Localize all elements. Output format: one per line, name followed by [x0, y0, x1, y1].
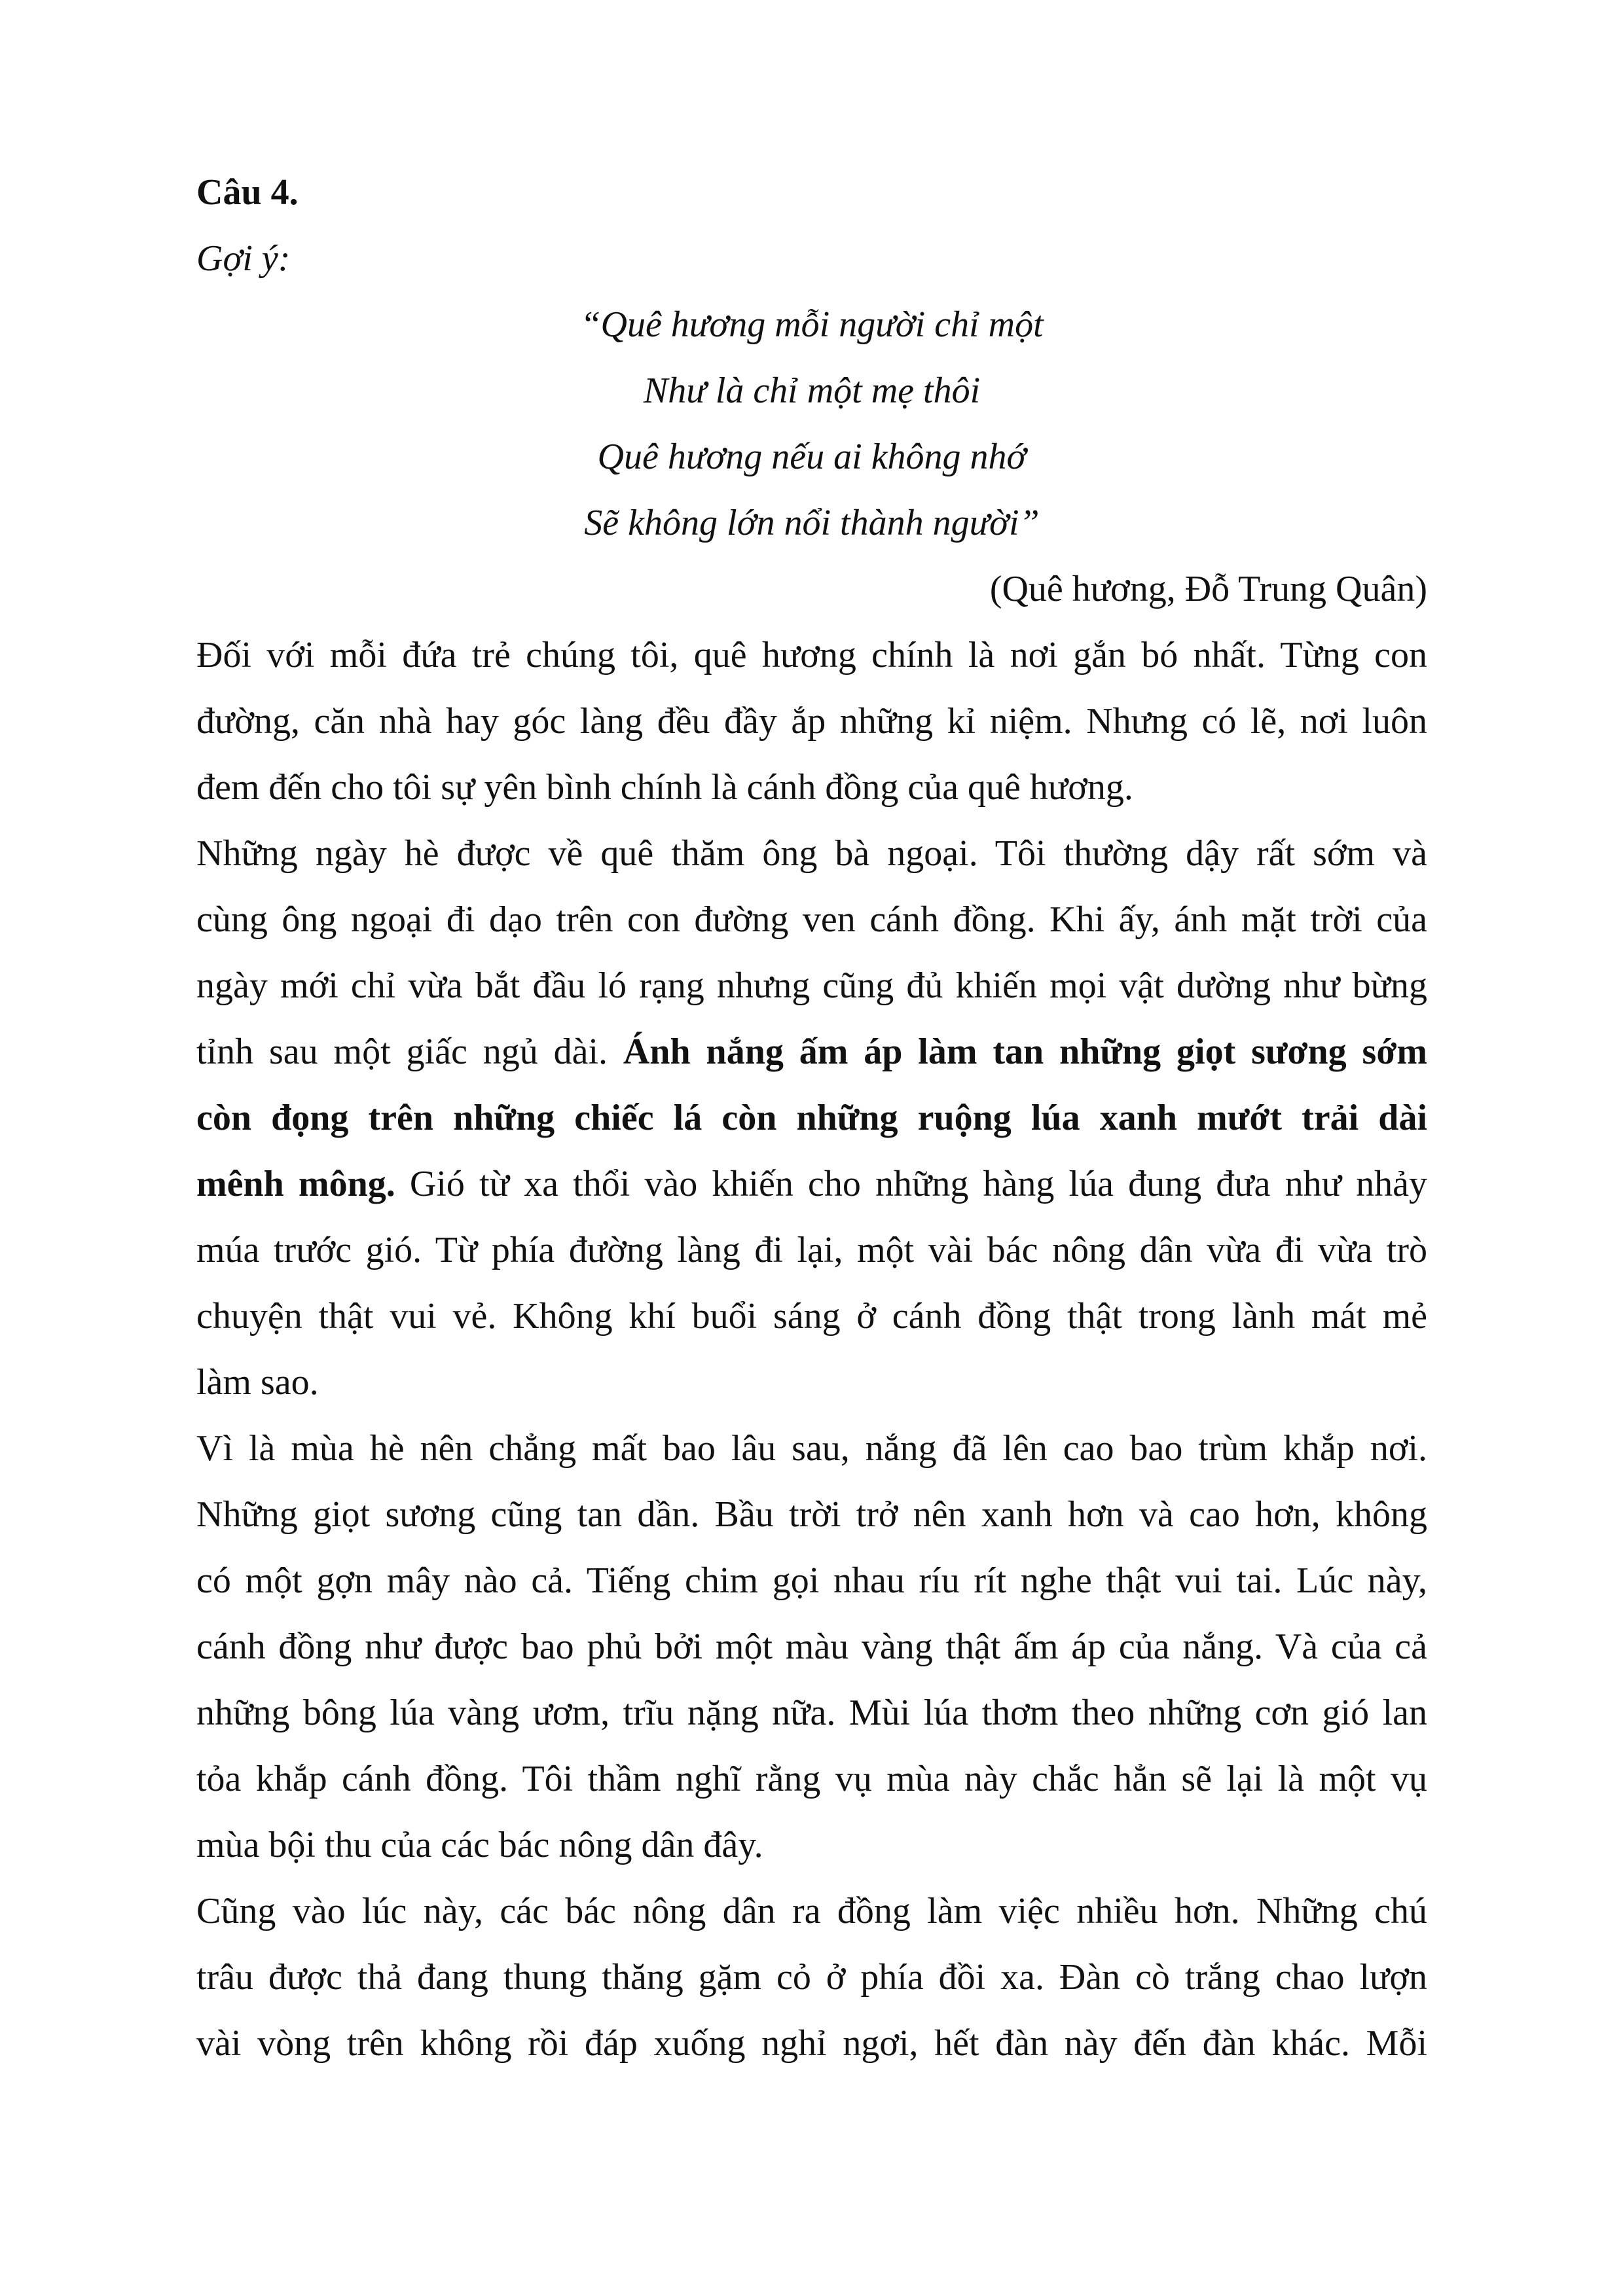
hint-label: Gợi ý: [196, 238, 291, 279]
text-line: làm sao. [196, 1362, 319, 1403]
paragraph-1 [196, 622, 1427, 821]
paragraph-3 [196, 1416, 1427, 1878]
text-line: vài vòng trên không rồi đáp xuống nghỉ ngơi, hết đàn này đến đàn khác. Mỗi [196, 2023, 1427, 2064]
text-run: tỉnh sau một giấc ngủ dài. [196, 1031, 623, 1072]
text-line: Cũng vào lúc này, các bác nông dân ra đồng làm việc nhiều hơn. Những chú [196, 1891, 1427, 1931]
text-line: đem đến cho tôi sự yên bình chính là cánh đồng của quê hương. [196, 767, 1133, 808]
poem-block [196, 292, 1427, 556]
paragraph-4 [196, 1878, 1427, 2077]
text-line: ngày mới chỉ vừa bắt đầu ló rạng nhưng cũng đủ khiến mọi vật dường như bừng [196, 965, 1427, 1006]
text-line: có một gợn mây nào cả. Tiếng chim gọi nhau ríu rít nghe thật vui tai. Lúc này, [196, 1560, 1427, 1601]
bold-text-run: mênh mông. [196, 1164, 395, 1204]
text-line: tỏa khắp cánh đồng. Tôi thầm nghĩ rằng vụ mùa này chắc hẳn sẽ lại là một vụ [196, 1759, 1427, 1799]
text-line [196, 1019, 1427, 1085]
text-line: múa trước gió. Từ phía đường làng đi lại, một vài bác nông dân vừa đi vừa trò [196, 1230, 1427, 1270]
poem-line: Như là chỉ một mẹ thôi [643, 370, 981, 411]
text-line: đường, căn nhà hay góc làng đều đầy ắp những kỉ niệm. Nhưng có lẽ, nơi luôn [196, 701, 1427, 742]
text-line: trâu được thả đang thung thăng gặm cỏ ở phía đồi xa. Đàn cò trắng chao lượn [196, 1957, 1427, 1998]
paragraph-2 [196, 821, 1427, 1416]
poem-line: Quê hương nếu ai không nhớ [597, 437, 1027, 477]
text-line [196, 1151, 1427, 1217]
text-run: Gió từ xa thổi vào khiến cho những hàng lúa đung đưa như nhảy [395, 1164, 1427, 1204]
poem-source: (Quê hương, Đỗ Trung Quân) [989, 569, 1427, 609]
question-heading: Câu 4. [196, 172, 299, 213]
text-line: cánh đồng như được bao phủ bởi một màu vàng thật ấm áp của nắng. Và của cả [196, 1626, 1427, 1667]
text-line: mùa bội thu của các bác nông dân đây. [196, 1825, 763, 1865]
poem-line: “Quê hương mỗi người chỉ một [580, 304, 1044, 345]
text-line: chuyện thật vui vẻ. Không khí buổi sáng ở cánh đồng thật trong lành mát mẻ [196, 1296, 1427, 1336]
poem-line: Sẽ không lớn nổi thành người” [584, 503, 1040, 543]
text-line: Những giọt sương cũng tan dần. Bầu trời trở nên xanh hơn và cao hơn, không [196, 1494, 1427, 1535]
bold-text-line: còn đọng trên những chiếc lá còn những ruộng lúa xanh mướt trải dài [196, 1098, 1427, 1138]
text-line: Những ngày hè được về quê thăm ông bà ngoại. Tôi thường dậy rất sớm và [196, 833, 1427, 874]
text-line: cùng ông ngoại đi dạo trên con đường ven cánh đồng. Khi ấy, ánh mặt trời của [196, 899, 1427, 940]
document-page [196, 160, 1427, 2077]
text-line: Đối với mỗi đứa trẻ chúng tôi, quê hương chính là nơi gắn bó nhất. Từng con [196, 635, 1427, 675]
text-line: những bông lúa vàng ươm, trĩu nặng nữa. Mùi lúa thơm theo những cơn gió lan [196, 1693, 1427, 1733]
bold-text-run: Ánh nắng ấm áp làm tan những giọt sương sớm [623, 1031, 1427, 1072]
text-line: Vì là mùa hè nên chẳng mất bao lâu sau, nắng đã lên cao bao trùm khắp nơi. [196, 1428, 1427, 1469]
